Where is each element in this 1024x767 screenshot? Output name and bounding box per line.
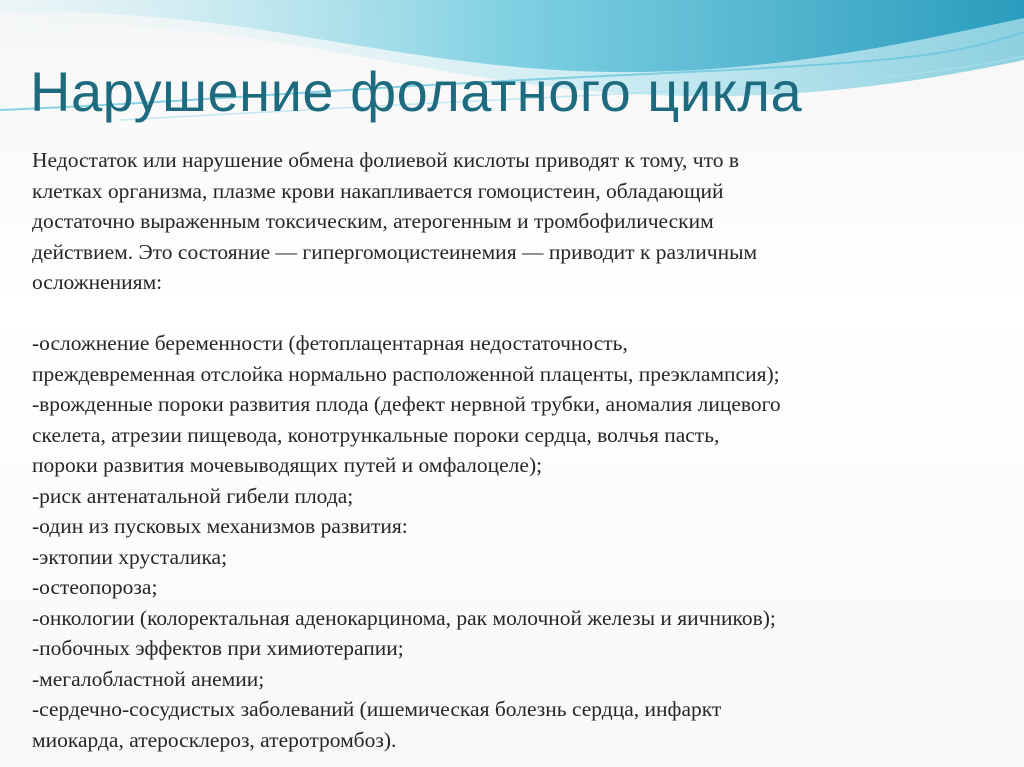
text-line: Недостаток или нарушение обмена фолиевой кислоты приводят к тому, что в [32,148,739,172]
slide-title: Нарушение фолатного цикла [30,60,803,123]
intro-paragraph [32,145,1007,298]
list-line: -один из пусковых механизмов развития: [32,514,408,538]
paragraph-gap [32,298,1007,329]
text-line: действием. Это состояние — гипергомоцистеинемия — приводит к различным [32,239,758,264]
text-line: клетках организма, плазме крови накапливается гомоцистеин, обладающий [32,178,724,203]
list-line: миокарда, атеросклероз, атеротромбоз). [32,727,397,752]
text-line: осложнениям: [32,270,163,294]
list-line: -онкологии (колоректальная аденокарцинома, рак молочной железы и яичников); [32,605,776,630]
list-line: -мегалобластной анемии; [32,666,265,691]
complications-list [32,328,1007,755]
list-line: -побочных эффектов при химиотерапии; [32,636,404,660]
text-line: достаточно выраженным токсическим, атерогенным и тромбофилическим [32,209,714,233]
list-line: преждевременная отслойка нормально расположенной плаценты, преэклампсия); [32,361,780,386]
list-line: -осложнение беременности (фетоплацентарная недостаточность, [32,331,628,355]
list-line: -риск антенатальной гибели плода; [32,483,354,508]
slide-body [32,145,1007,755]
list-line: -остеопороза; [32,575,158,599]
list-line: -эктопии хрусталика; [32,544,228,569]
list-line: -врожденные пороки развития плода (дефект нервной трубки, аномалия лицевого [32,392,781,416]
list-line: -сердечно-сосудистых заболеваний (ишемическая болезнь сердца, инфаркт [32,697,722,721]
list-line: скелета, атрезии пищевода, конотрункальные пороки сердца, волчья пасть, [32,422,720,447]
list-line: пороки развития мочевыводящих путей и омфалоцеле); [32,453,543,477]
